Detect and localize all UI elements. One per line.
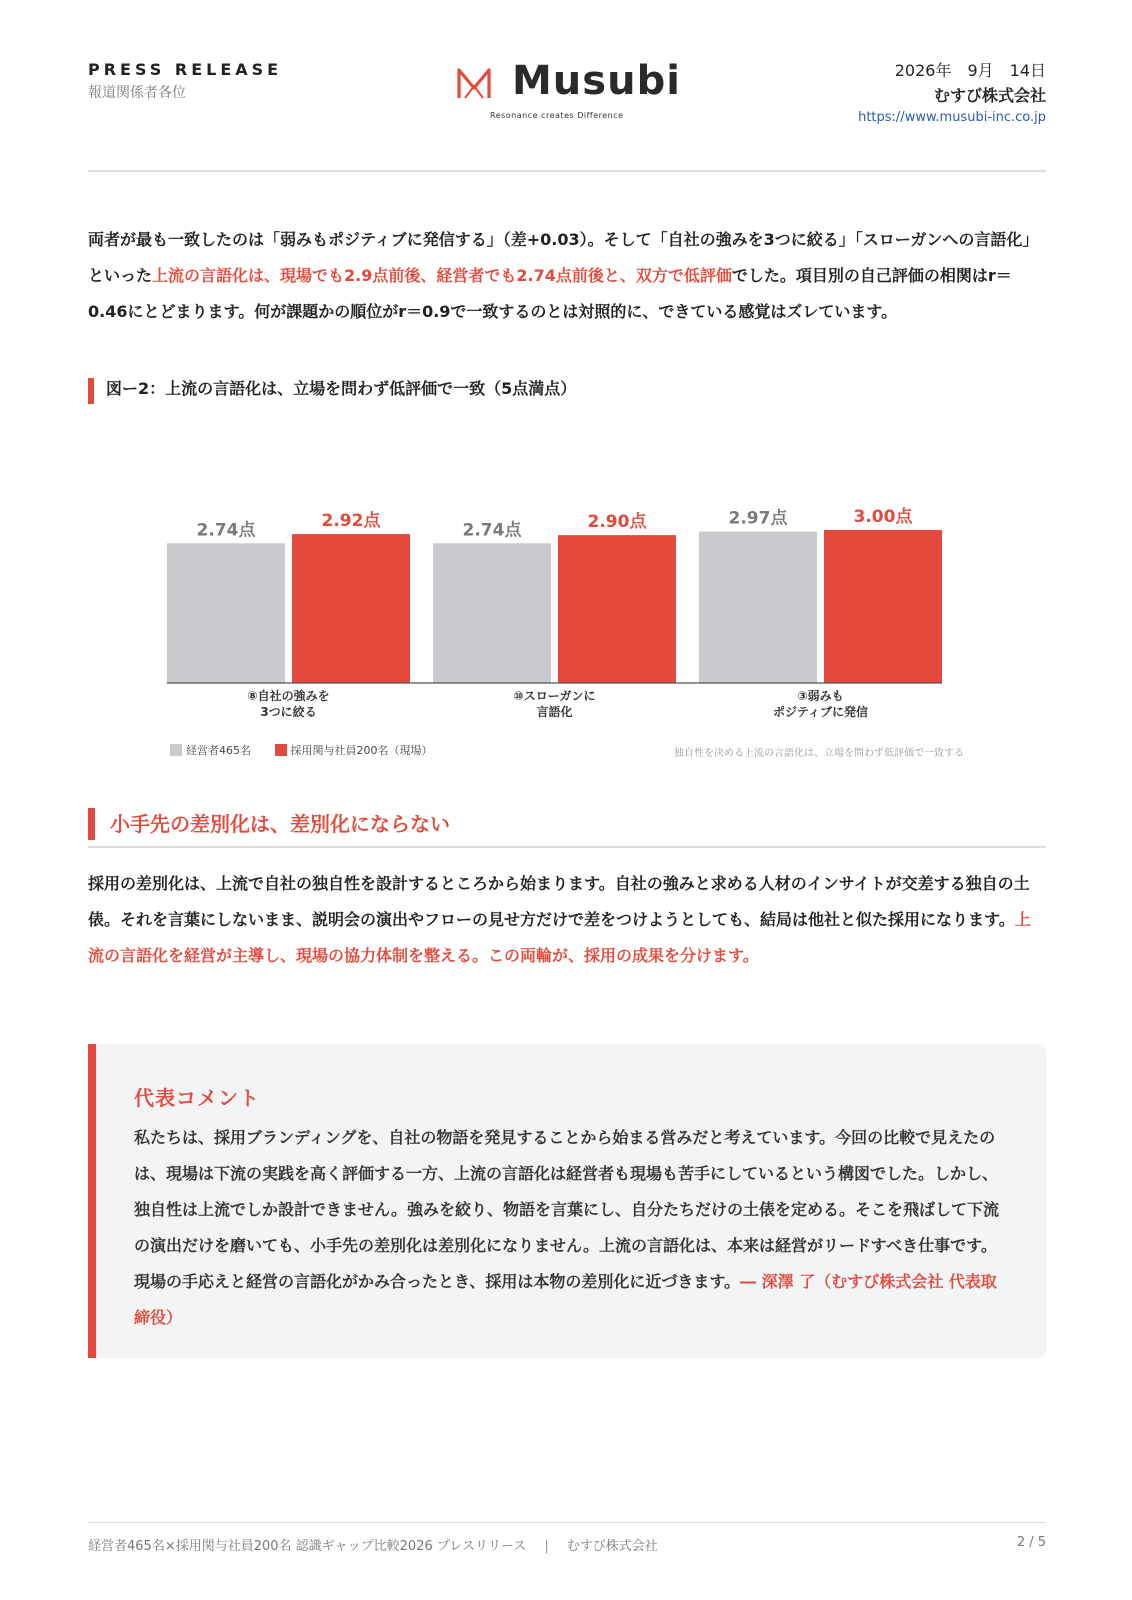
bar-employees-1	[558, 535, 676, 683]
footer-title: 経営者465名×採用関与社員200名 認識ギャップ比較2026 プレスリリース	[88, 1539, 527, 1554]
figure-caption-marker	[88, 378, 94, 404]
legend-label-employees: 採用関与社員200名（現場）	[290, 744, 433, 757]
comment-box-accent-bar	[88, 1044, 96, 1358]
footer-company: むすび株式会社	[566, 1539, 658, 1554]
legend-swatch-red	[275, 744, 287, 756]
company-url-link[interactable]: https://www.musubi-inc.co.jp	[858, 110, 1046, 125]
para2-text-a: 採用の差別化は、上流で自社の独自性を設計するところから始まります。自社の強みと求める人材のインサイトが交差する独自の土俵。それを言葉にしないまま、説明会の演出やフローの見せ方だけで差をつけようとしても、結局は他社と似た採用になります。	[88, 874, 1030, 929]
page-number: 2 / 5	[1016, 1535, 1046, 1550]
bar-executives-2	[699, 532, 817, 683]
para2-highlight: 上流の言語化を経営が主導し、現場の協力体制を整える。この両輪が、採用の成果を分けます。	[88, 910, 1031, 965]
comment-title: 代表コメント	[134, 1086, 260, 1110]
footer-text	[88, 1535, 658, 1554]
figure-caption: 図ー2：上流の言語化は、立場を問わず低評価で一致（5点満点）	[106, 379, 577, 398]
legend-item-employees	[275, 742, 433, 758]
comment-body	[134, 1120, 1002, 1336]
category-label-1-line-0: ⑩スローガンに	[513, 689, 596, 703]
section-divider	[88, 846, 1046, 848]
press-release-label: PRESS RELEASE	[88, 60, 283, 79]
footer-separator: |	[544, 1539, 549, 1554]
release-date: 2026年 9月 14日	[894, 61, 1046, 80]
header-divider	[88, 170, 1046, 172]
legend-swatch-gray	[170, 744, 182, 756]
company-name: むすび株式会社	[933, 86, 1046, 105]
legend-label-executives: 経営者465名	[186, 744, 251, 757]
category-label-2-line-0: ③弱みも	[797, 689, 844, 703]
bar-executives-1	[433, 543, 551, 683]
recipients-label: 報道関係者各位	[88, 85, 186, 101]
data-label-executives-0: 2.74点	[196, 520, 256, 541]
musubi-logo-mark-icon	[456, 66, 492, 100]
data-label-executives-2: 2.97点	[728, 508, 788, 529]
body-paragraph-2	[88, 866, 1046, 974]
bar-executives-0	[167, 543, 285, 683]
bar-chart	[160, 500, 970, 760]
data-label-employees-2: 3.00点	[853, 507, 913, 527]
section-marker	[88, 808, 95, 840]
data-label-employees-0: 2.92点	[321, 511, 381, 532]
section-title: 小手先の差別化は、差別化にならない	[110, 812, 450, 836]
data-label-executives-1: 2.74点	[462, 520, 522, 541]
comment-signature: ― 深澤 了（むすび株式会社 代表取締役）	[134, 1272, 997, 1327]
footer-divider	[88, 1522, 1046, 1523]
para1-text-c: でした。項目別の自己評価の相関はr＝0.46にとどまります。何が課題かの順位がr＝0.9で一致するのとは対照的に、できている感覚はズレています。	[88, 266, 1012, 321]
para1-text-a: 両者が最も一致したのは「弱みもポジティブに発信する」（差+0.03）。そして「自社の強みを3つに絞る」「スローガンへの言語化」といった	[88, 230, 1039, 285]
category-label-0-line-1: 3つに絞る	[260, 705, 317, 719]
logo-wordmark: Musubi	[512, 58, 681, 104]
category-label-2-line-1: ポジティブに発信	[772, 705, 869, 719]
bar-employees-0	[292, 534, 410, 683]
chart-note: 独自性を決める上流の言語化は、立場を問わず低評価で一致する	[674, 748, 964, 759]
category-label-0-line-0: ⑧自社の強みを	[247, 689, 330, 703]
bar-employees-2	[824, 530, 942, 683]
para1-highlight: 上流の言語化は、現場でも2.9点前後、経営者でも2.74点前後と、双方で低評価	[152, 266, 732, 285]
category-label-1-line-1: 言語化	[536, 705, 573, 719]
logo-tagline: Resonance creates Difference	[490, 111, 624, 120]
body-paragraph-1	[88, 222, 1046, 330]
data-label-employees-1: 2.90点	[587, 512, 647, 533]
legend-item-executives	[170, 742, 251, 758]
comment-body-text: 私たちは、採用ブランディングを、自社の物語を発見することから始まる営みだと考えています。今回の比較で見えたのは、現場は下流の実践を高く評価する一方、上流の言語化は経営者も現場も苦手にしているという構図でした。しかし、独自性は上流でしか設計できません。強みを絞り、物語を言葉にし、自分たちだけの土俵を定める。そこを飛ばして下流の演出だけを磨いても、小手先の差別化は差別化になりません。上流の言語化は、本来は経営がリードすべき仕事です。現場の手応えと経営の言語化がかみ合ったとき、採用は本物の差別化に近づきます。	[134, 1128, 999, 1291]
chart-legend	[170, 742, 453, 759]
